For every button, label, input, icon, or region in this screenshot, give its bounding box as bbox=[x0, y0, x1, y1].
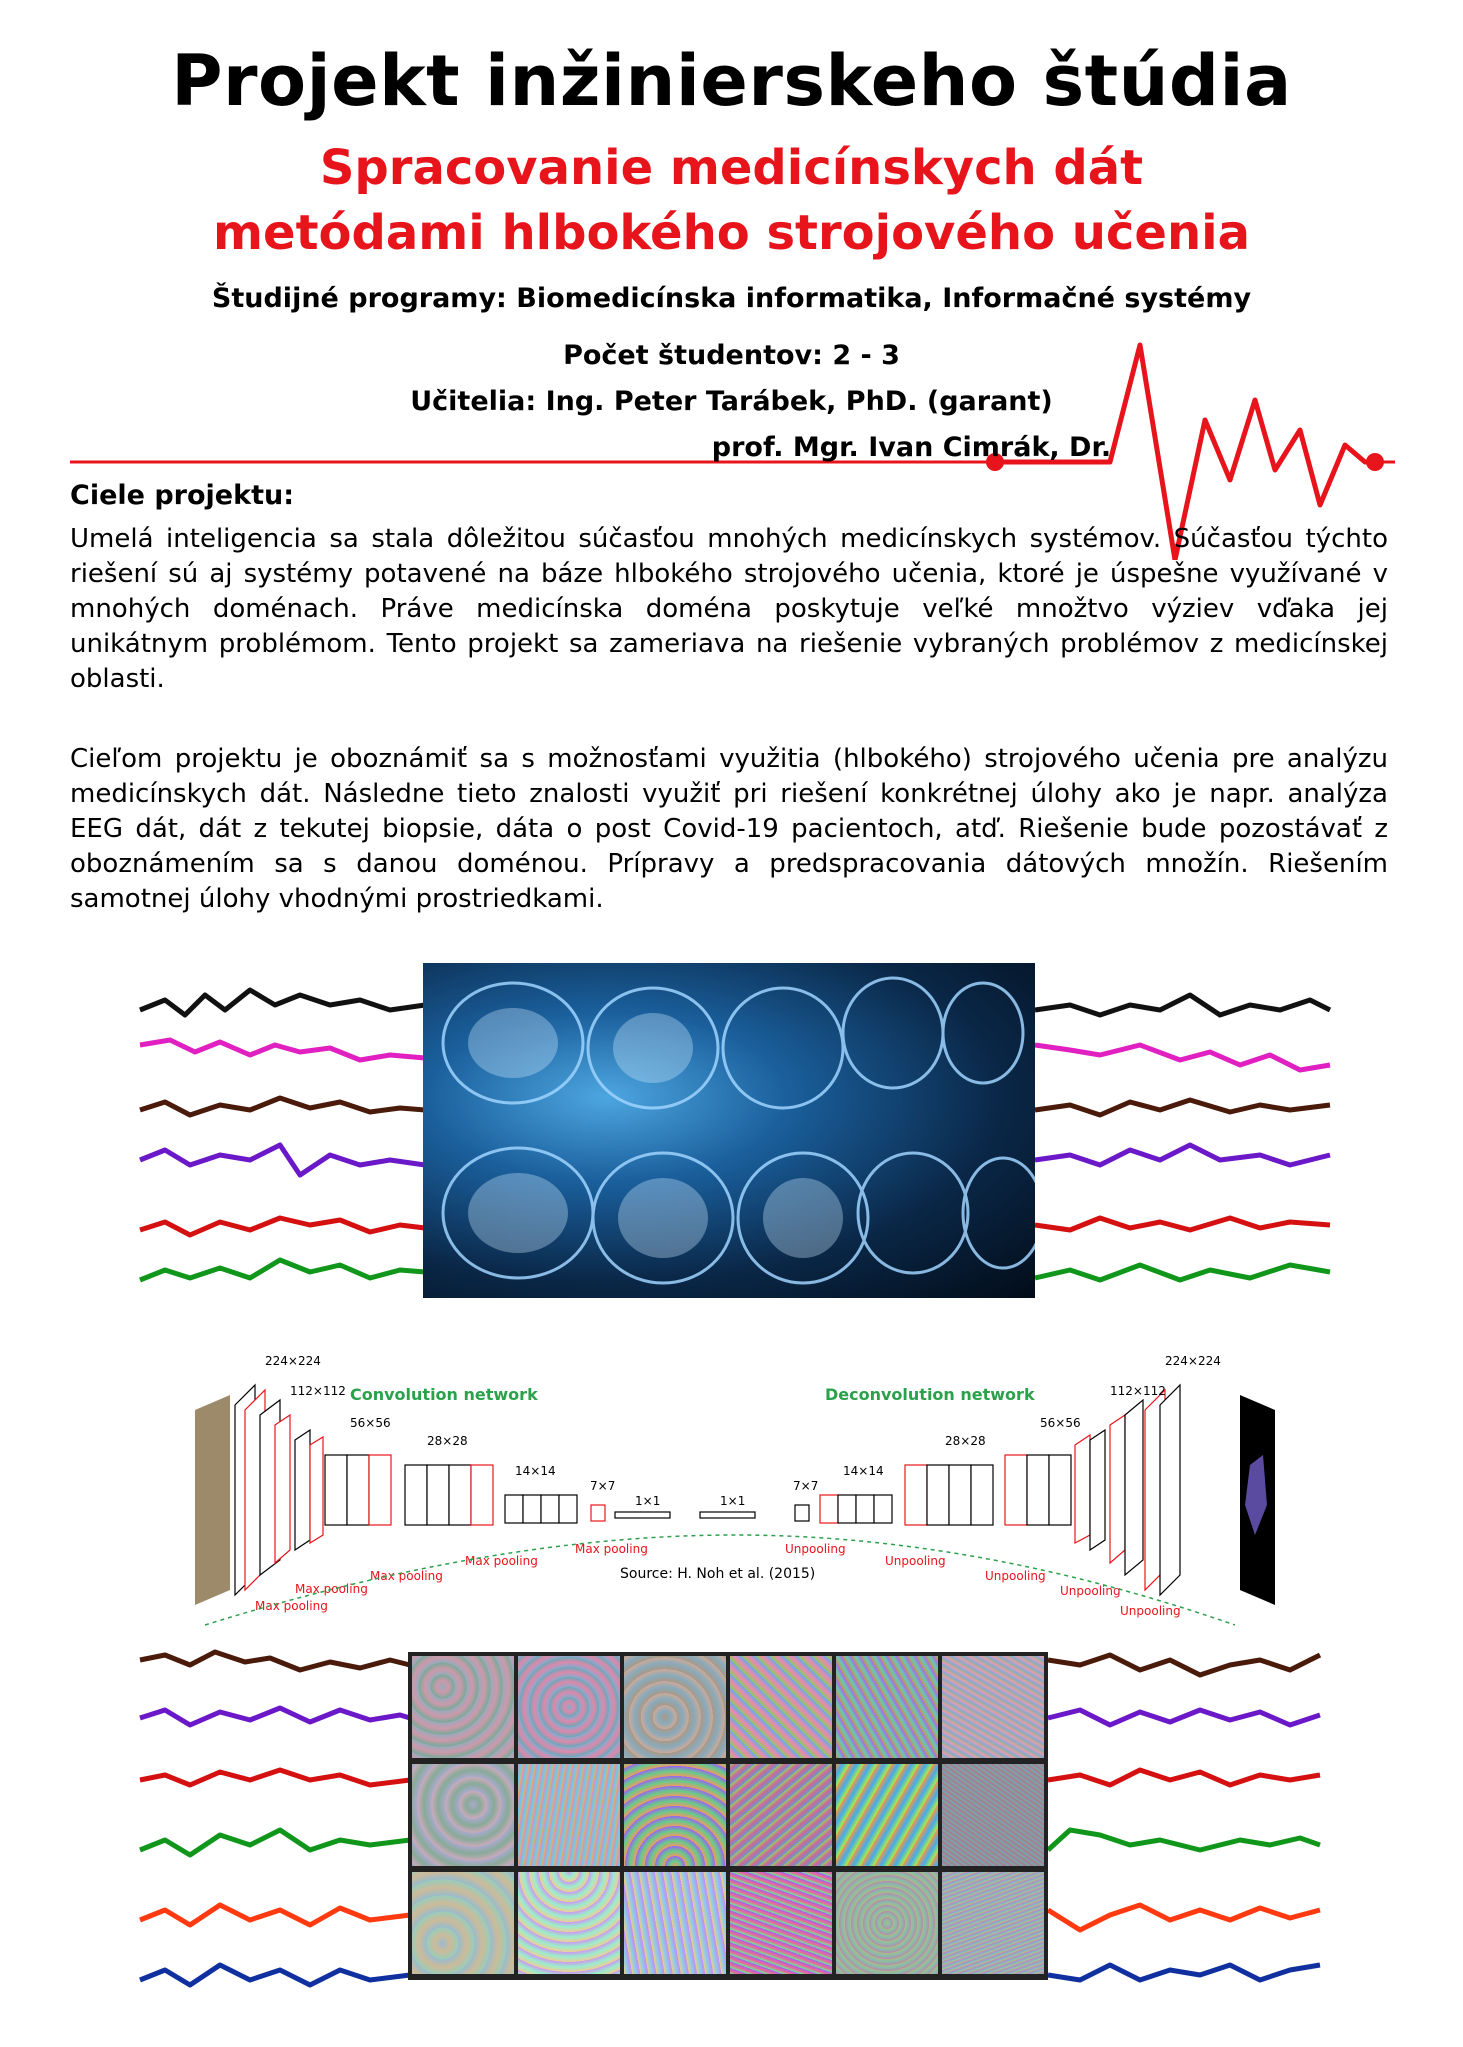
texture-tile bbox=[730, 1656, 832, 1758]
svg-text:112×112: 112×112 bbox=[290, 1384, 346, 1398]
svg-text:Max pooling: Max pooling bbox=[295, 1582, 368, 1596]
svg-text:Max pooling: Max pooling bbox=[575, 1542, 648, 1556]
teacher-garant: Učitelia: Ing. Peter Tarábek, PhD. (garant) bbox=[410, 386, 1053, 417]
texture-tile bbox=[412, 1872, 514, 1974]
deconvolution-network-diagram bbox=[195, 1355, 1275, 1635]
texture-tile bbox=[942, 1872, 1044, 1974]
texture-tile bbox=[518, 1872, 620, 1974]
eeg-wave-magenta bbox=[140, 1040, 425, 1060]
texture-tile bbox=[518, 1764, 620, 1866]
svg-text:28×28: 28×28 bbox=[427, 1434, 468, 1448]
goals-heading: Ciele projektu: bbox=[70, 480, 294, 511]
texture-tile bbox=[518, 1656, 620, 1758]
deconv-network-label: Deconvolution network bbox=[825, 1385, 1035, 1404]
feature-visualization-grid bbox=[408, 1652, 1048, 1980]
texture-tile bbox=[730, 1872, 832, 1974]
subtitle-line-1: Spracovanie medicínskych dát bbox=[319, 140, 1144, 196]
texture-tile bbox=[836, 1872, 938, 1974]
svg-text:56×56: 56×56 bbox=[1040, 1416, 1081, 1430]
eeg-wave-black bbox=[140, 990, 425, 1015]
svg-text:224×224: 224×224 bbox=[265, 1355, 321, 1368]
page-title: Projekt inžinierskeho štúdia bbox=[171, 40, 1292, 122]
goals-paragraph-1: Umelá inteligencia sa stala dôležitou súčasťou mnohých medicínskych systémov. Súčasťou týchto riešení sú aj systémy potavené na báze hlbokého strojového učenia, ktoré je úspešne využívané v mnohých doménach. Práve medicínska doména poskytuje veľké množtvo výziev vďaka jej unikátnym problémom. Tento projekt sa zameriava na riešenie vybraných problémov z medicínskej oblasti. bbox=[70, 524, 1388, 694]
eeg-wave-brown bbox=[140, 1098, 425, 1115]
diagram-source: Source: H. Noh et al. (2015) bbox=[620, 1566, 816, 1582]
svg-text:28×28: 28×28 bbox=[945, 1434, 986, 1448]
texture-tile bbox=[624, 1656, 726, 1758]
svg-text:1×1: 1×1 bbox=[635, 1494, 661, 1508]
texture-tile bbox=[730, 1764, 832, 1866]
svg-text:Unpooling: Unpooling bbox=[885, 1554, 946, 1568]
svg-text:224×224: 224×224 bbox=[1165, 1355, 1221, 1368]
svg-text:7×7: 7×7 bbox=[793, 1479, 819, 1493]
texture-tile bbox=[412, 1656, 514, 1758]
eeg-wave-purple bbox=[140, 1145, 425, 1175]
svg-text:Unpooling: Unpooling bbox=[985, 1569, 1046, 1583]
teacher-second: prof. Mgr. Ivan Cimrák, Dr. bbox=[711, 432, 1112, 463]
conv-network-label: Convolution network bbox=[350, 1385, 538, 1404]
mri-brain-scans-image bbox=[423, 963, 1035, 1298]
texture-tile bbox=[412, 1764, 514, 1866]
svg-text:14×14: 14×14 bbox=[515, 1464, 556, 1478]
svg-text:Max pooling: Max pooling bbox=[370, 1569, 443, 1583]
texture-tile bbox=[836, 1656, 938, 1758]
input-image bbox=[195, 1395, 230, 1605]
svg-text:Unpooling: Unpooling bbox=[785, 1542, 846, 1556]
svg-text:1×1: 1×1 bbox=[720, 1494, 746, 1508]
student-count: Počet študentov: 2 - 3 bbox=[563, 340, 900, 371]
eeg-wave-red bbox=[140, 1218, 425, 1235]
goals-paragraph-2: Cieľom projektu je oboznámiť sa s možnosťami využitia (hlbokého) strojového učenia pre analýzu medicínskych dát. Následne tieto znalosti využiť pri riešení konkrétnej úlohy ako je napr. analýza EEG dát, dát z tekutej biopsie, dáta o post Covid-19 pacientoch, atď. Riešenie bude pozostávať z oboznámením sa s danou doménou. Prípravy a predspracovania dátových množín. Riešením samotnej úlohy vhodnými prostriedkami. bbox=[70, 744, 1388, 914]
texture-tile bbox=[942, 1656, 1044, 1758]
svg-text:112×112: 112×112 bbox=[1110, 1384, 1166, 1398]
texture-tile bbox=[942, 1764, 1044, 1866]
texture-tile bbox=[624, 1764, 726, 1866]
svg-text:Unpooling: Unpooling bbox=[1060, 1584, 1121, 1598]
subtitle-line-2: metódami hlbokého strojového učenia bbox=[213, 205, 1250, 261]
eeg-wave-green bbox=[140, 1260, 425, 1280]
svg-text:Max pooling: Max pooling bbox=[465, 1554, 538, 1568]
svg-text:56×56: 56×56 bbox=[350, 1416, 391, 1430]
svg-text:7×7: 7×7 bbox=[590, 1479, 616, 1493]
svg-text:Unpooling: Unpooling bbox=[1120, 1604, 1181, 1618]
svg-text:14×14: 14×14 bbox=[843, 1464, 884, 1478]
texture-tile bbox=[836, 1764, 938, 1866]
study-programs: Študijné programy: Biomedicínska informatika, Informačné systémy bbox=[211, 283, 1252, 314]
texture-tile bbox=[624, 1872, 726, 1974]
svg-text:Max pooling: Max pooling bbox=[255, 1599, 328, 1613]
